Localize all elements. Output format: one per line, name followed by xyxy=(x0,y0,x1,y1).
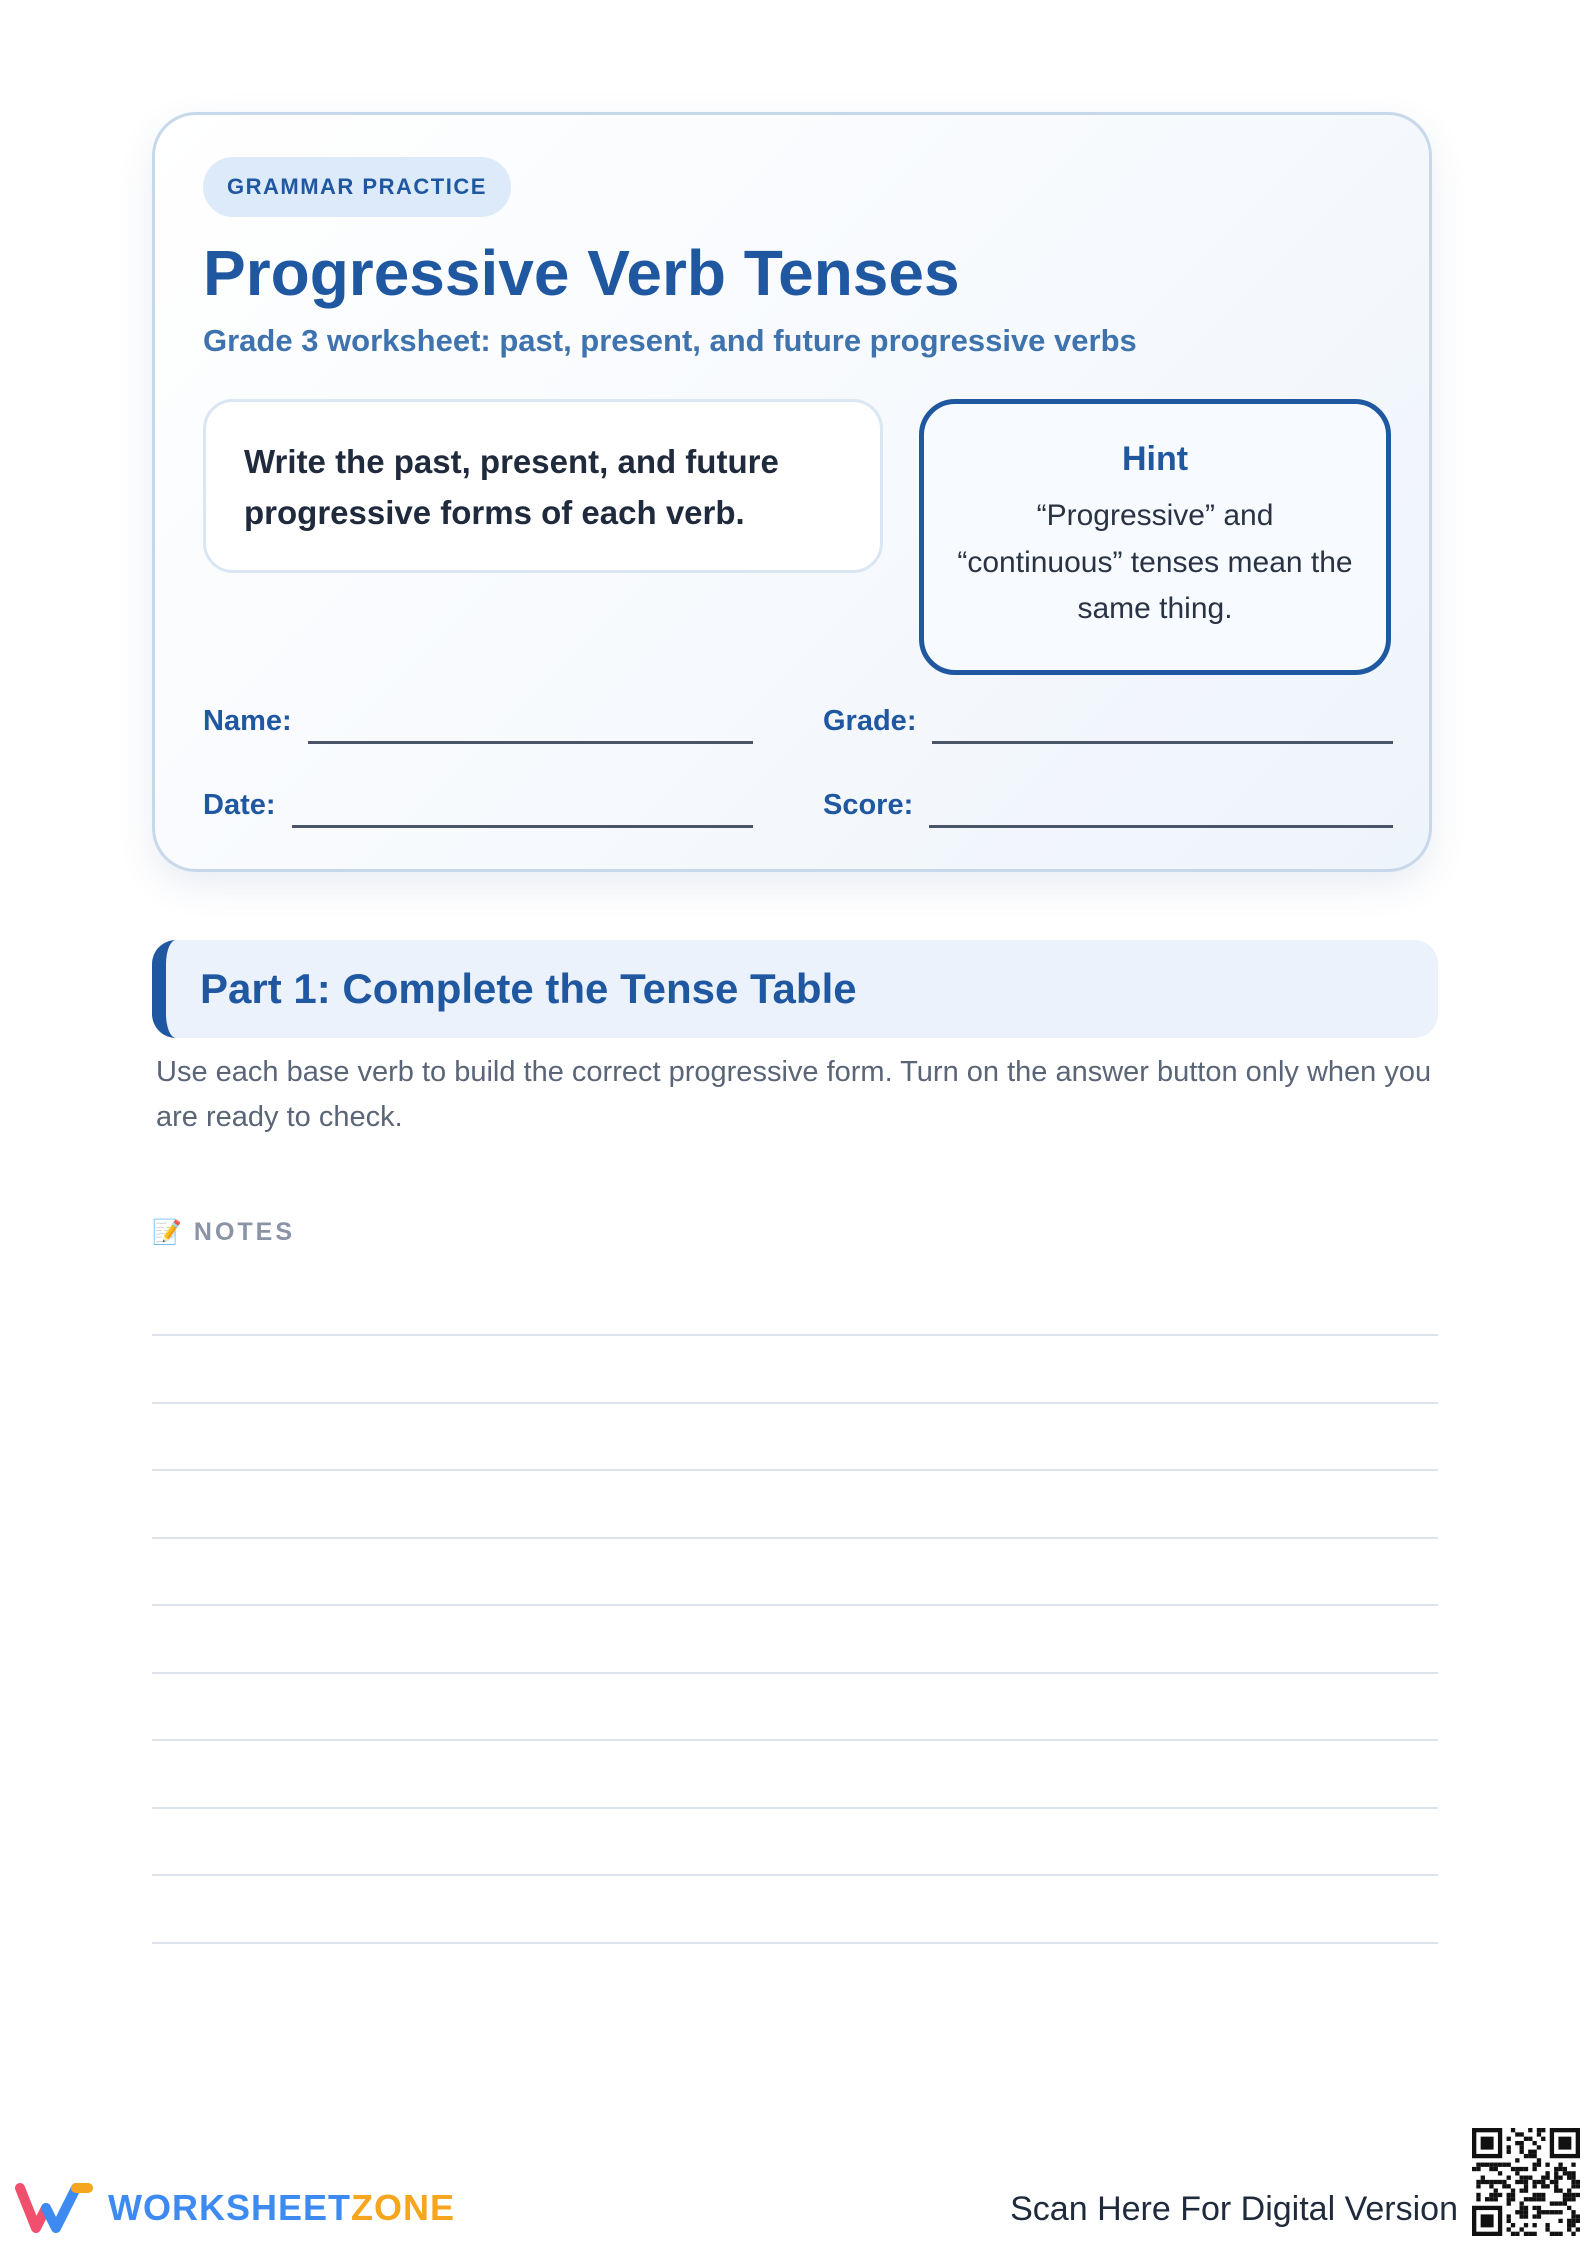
note-line[interactable] xyxy=(152,1469,1438,1471)
date-label: Date: xyxy=(203,789,276,821)
hint-text: “Progressive” and “continuous” tenses mean the same thing. xyxy=(957,499,1353,625)
qr-code[interactable] xyxy=(1472,2128,1580,2236)
page-title: Progressive Verb Tenses xyxy=(203,237,960,309)
part1-description: Use each base verb to build the correct progressive form. Turn on the answer button only when you are ready to check. xyxy=(156,1056,1432,1133)
note-line[interactable] xyxy=(152,1537,1438,1539)
part1-section-header xyxy=(152,940,1438,1038)
score-field[interactable] xyxy=(823,789,1393,828)
note-line[interactable] xyxy=(152,1672,1438,1674)
hint-title: Hint xyxy=(1121,440,1189,478)
logo-wordmark xyxy=(108,2187,455,2229)
score-label: Score: xyxy=(823,789,914,821)
note-line[interactable] xyxy=(152,1874,1438,1876)
worksheetzone-logo-icon xyxy=(14,2180,94,2236)
note-line[interactable] xyxy=(152,1942,1438,1944)
memo-icon: 📝 xyxy=(152,1219,182,1246)
note-line[interactable] xyxy=(152,1739,1438,1741)
note-line[interactable] xyxy=(152,1334,1438,1336)
grade-input-line[interactable] xyxy=(932,705,1393,744)
date-field[interactable] xyxy=(203,789,753,828)
note-line[interactable] xyxy=(152,1604,1438,1606)
name-label: Name: xyxy=(203,705,292,737)
grade-label: Grade: xyxy=(823,705,917,737)
instruction-text: Write the past, present, and future progressive forms of each verb. xyxy=(244,443,779,532)
note-line[interactable] xyxy=(152,1402,1438,1404)
hint-box xyxy=(919,399,1391,675)
grade-field[interactable] xyxy=(823,705,1393,744)
page-subtitle: Grade 3 worksheet: past, present, and future progressive verbs xyxy=(203,323,1137,358)
name-input-line[interactable] xyxy=(308,705,753,744)
note-line[interactable] xyxy=(152,1807,1438,1809)
category-tag: GRAMMAR PRACTICE xyxy=(203,157,511,217)
worksheetzone-logo xyxy=(14,2180,455,2236)
score-input-line[interactable] xyxy=(929,789,1393,828)
logo-text-worksheet: WORKSHEET xyxy=(108,2187,351,2228)
scan-instruction: Scan Here For Digital Version xyxy=(1010,2190,1458,2228)
name-field[interactable] xyxy=(203,705,753,744)
notes-header xyxy=(152,1218,295,1247)
notes-label: NOTES xyxy=(193,1218,296,1246)
logo-text-zone: ZONE xyxy=(351,2187,456,2228)
date-input-line[interactable] xyxy=(292,789,753,828)
worksheet-header-card xyxy=(152,112,1432,872)
part1-title: Part 1: Complete the Tense Table xyxy=(200,965,857,1012)
instruction-box xyxy=(203,399,883,573)
